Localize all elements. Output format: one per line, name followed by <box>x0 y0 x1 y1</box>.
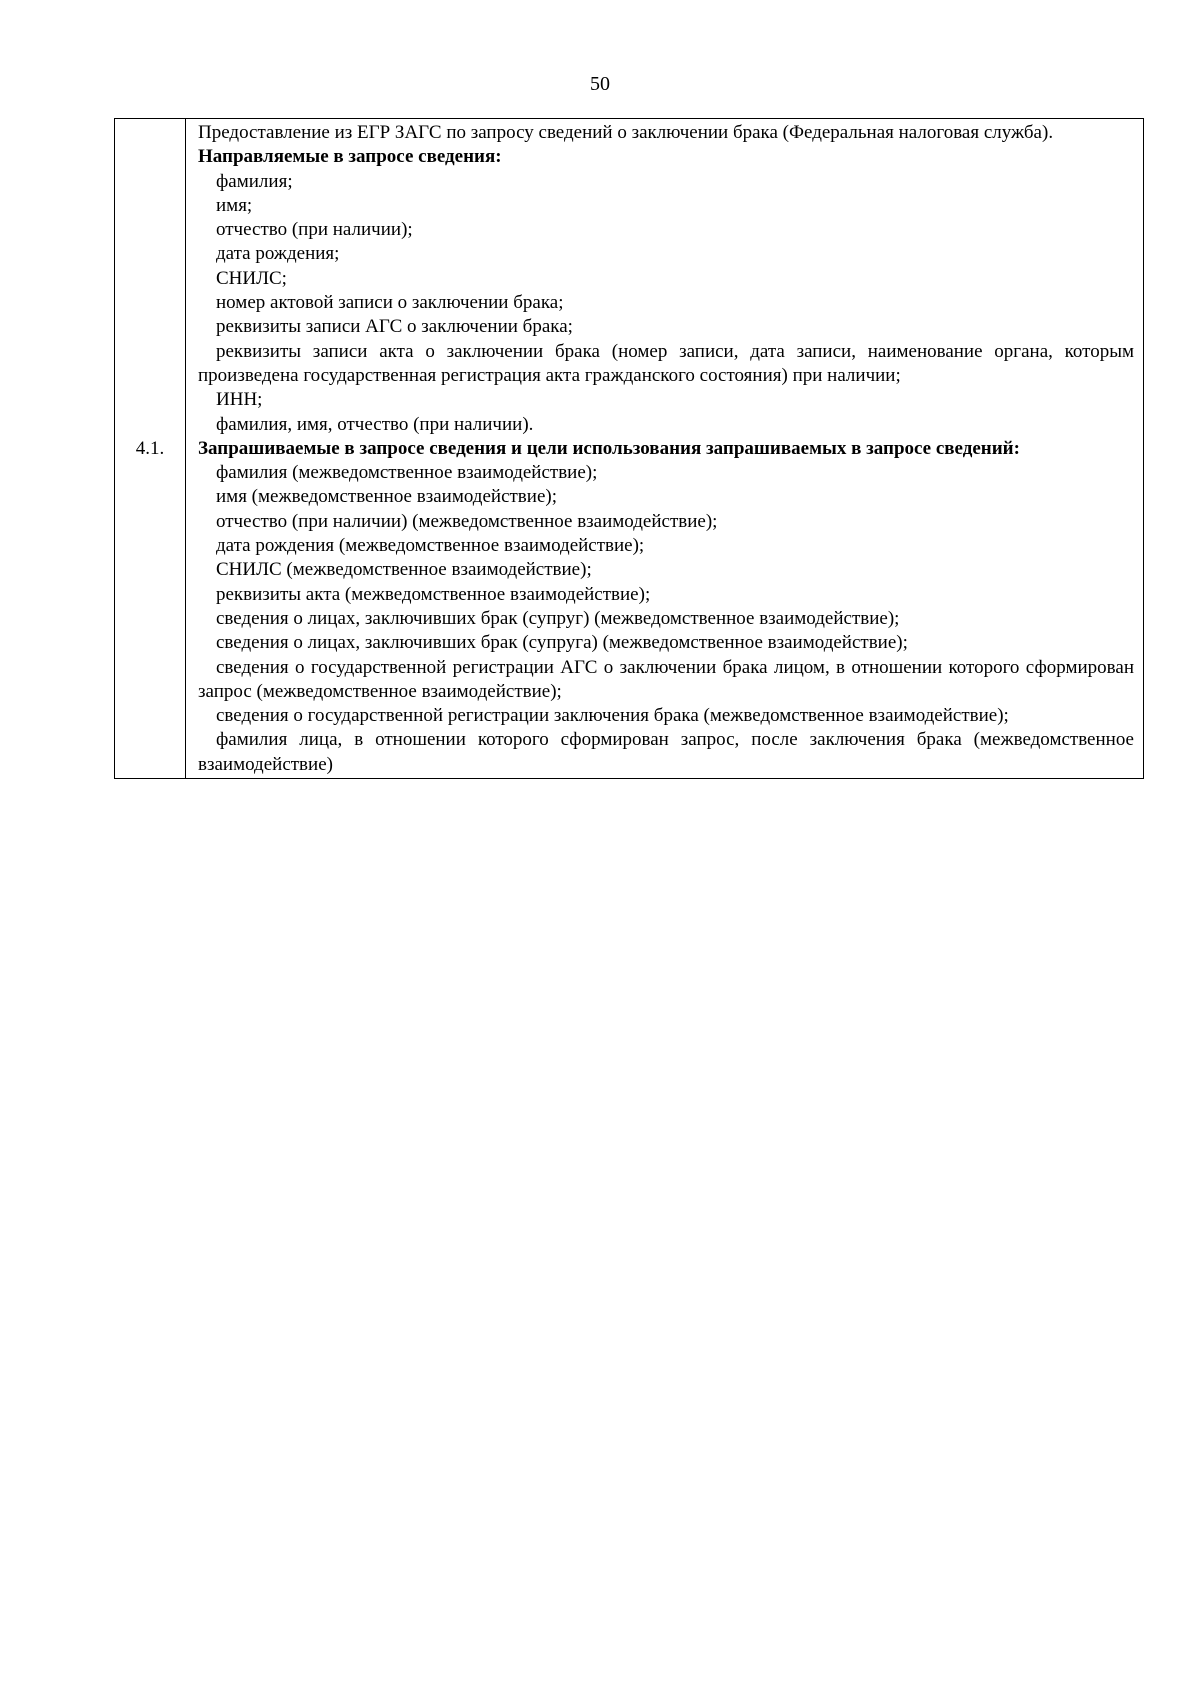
list-item: имя; <box>216 194 253 216</box>
list-item: СНИЛС; <box>216 267 287 289</box>
list-item: сведения о государственной регистрации заключения брака (межведомственное взаимодействие); <box>216 705 1009 727</box>
list-item: сведения о лицах, заключивших брак (супруг) (межведомственное взаимодействие); <box>216 607 900 629</box>
list-item: дата рождения (межведомственное взаимодействие); <box>216 535 645 557</box>
list-item: реквизиты акта (межведомственное взаимодействие); <box>216 583 651 605</box>
list-item: дата рождения; <box>216 243 340 265</box>
list-item: отчество (при наличии); <box>216 219 413 241</box>
list-item: фамилия, имя, отчество (при наличии). <box>216 413 534 435</box>
list-item: отчество (при наличии) (межведомственное взаимодействие); <box>216 510 718 532</box>
document-table <box>114 118 1144 779</box>
list-item: реквизиты записи акта о заключении брака (номер записи, дата записи, наименование органа, которым произведена государственная регистрация акта гражданского состояния) при наличии; <box>198 340 1134 386</box>
list-item: фамилия; <box>216 170 293 192</box>
list-item: сведения о лицах, заключивших брак (супруга) (межведомственное взаимодействие); <box>216 632 908 654</box>
list-item: номер актовой записи о заключении брака; <box>216 292 564 314</box>
list-item: фамилия (межведомственное взаимодействие); <box>216 462 598 484</box>
list-item: реквизиты записи АГС о заключении брака; <box>216 316 573 338</box>
intro-text: Предоставление из ЕГР ЗАГС по запросу сведений о заключении брака (Федеральная налоговая служба). <box>198 122 1054 143</box>
list-item: фамилия лица, в отношении которого сформирован запрос, после заключения брака (межведомственное взаимодействие) <box>198 729 1134 775</box>
row-content <box>186 119 1144 779</box>
list-item: СНИЛС (межведомственное взаимодействие); <box>216 559 592 581</box>
list-item: ИНН; <box>216 389 263 411</box>
row-number: 4.1. <box>115 119 186 779</box>
list-item: сведения о государственной регистрации АГС о заключении брака лицом, в отношении которого сформирован запрос (межведомственное взаимодействие); <box>198 656 1134 702</box>
sent-heading: Направляемые в запросе сведения: <box>198 146 502 168</box>
page-number: 50 <box>590 73 610 95</box>
list-item: имя (межведомственное взаимодействие); <box>216 486 557 508</box>
table-row <box>115 119 1144 779</box>
requested-heading: Запрашиваемые в запросе сведения и цели использования запрашиваемых в запросе сведений: <box>198 437 1020 459</box>
